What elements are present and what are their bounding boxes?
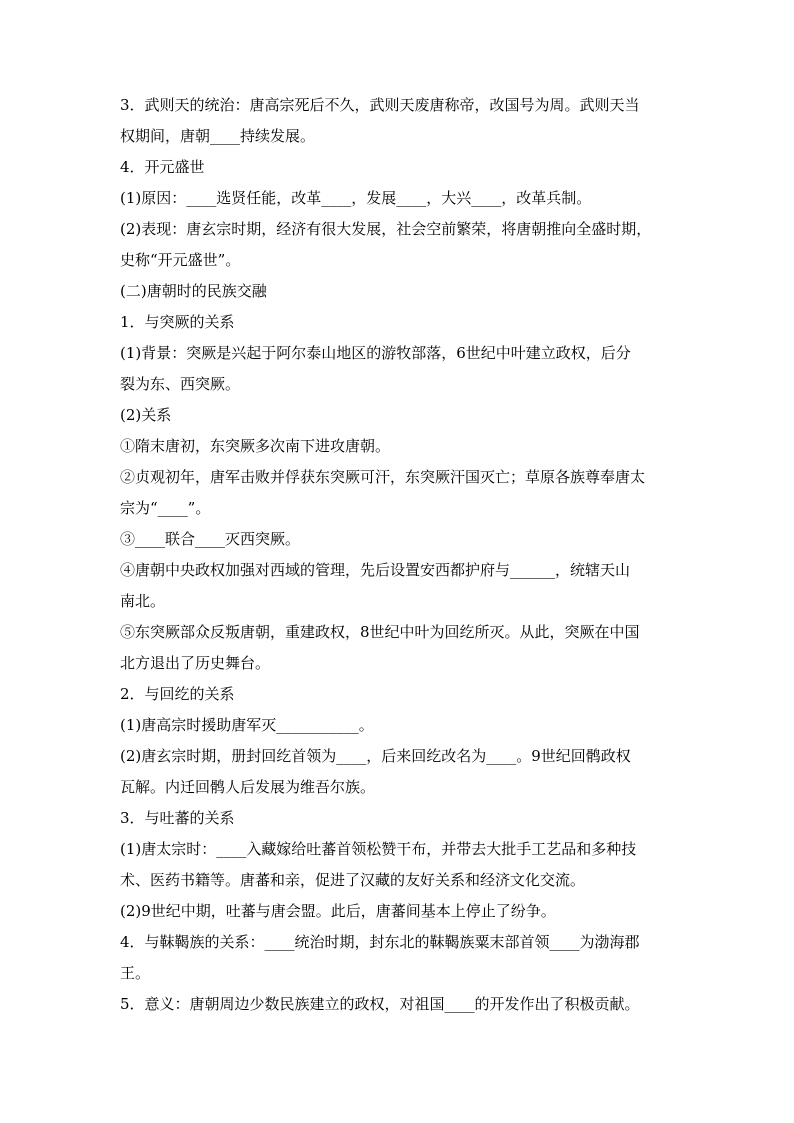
text-line: 北方退出了历史舞台。 — [120, 654, 271, 672]
text-line: ⑤东突厥部众反叛唐朝，重建政权，8世纪中叶为回纥所灭。从此，突厥在中国 — [120, 623, 640, 641]
text-line: 术、医药书籍等。唐蕃和亲，促进了汉藏的友好关系和经济文化交流。 — [120, 871, 586, 889]
section-heading: 3．与吐蕃的关系 — [120, 809, 235, 827]
text-line: (1)原因：____选贤任能，改革____，发展____，大兴____，改革兵制。 — [120, 189, 592, 207]
text-line: 宗为“____”。 — [120, 499, 211, 517]
section-heading: (二)唐朝时的民族交融 — [120, 282, 267, 300]
text-line: 南北。 — [120, 592, 166, 610]
text-line: (1)唐太宗时：____入藏嫁给吐蕃首领松赞干布，并带去大批手工艺品和多种技 — [120, 840, 637, 858]
text-line: 权期间，唐朝____持续发展。 — [120, 127, 316, 145]
text-line: 4．与靺鞨族的关系：____统治时期，封东北的靺鞨族粟末部首领____为渤海郡 — [120, 933, 640, 951]
text-line: (2)唐玄宗时期，册封回纥首领为____，后来回纥改名为____。9世纪回鹘政权 — [120, 747, 631, 765]
text-line: 瓦解。内迁回鹘人后发展为维吾尔族。 — [120, 778, 376, 796]
text-line: (1)唐高宗时援助唐军灭___________。 — [120, 716, 374, 734]
section-heading: 1．与突厥的关系 — [120, 313, 235, 331]
section-heading: 4．开元盛世 — [120, 158, 205, 176]
text-line: 3．武则天的统治：唐高宗死后不久，武则天废唐称帝，改国号为周。武则天当 — [120, 96, 640, 114]
text-line: 裂为东、西突厥。 — [120, 375, 241, 393]
text-line: ②贞观初年，唐军击败并俘获东突厥可汗，东突厥汗国灭亡；草原各族尊奉唐太 — [120, 468, 646, 486]
text-line: ③____联合____灭西突厥。 — [120, 530, 301, 548]
text-line: 5．意义：唐朝周边少数民族建立的政权，对祖国____的开发作出了积极贡献。 — [120, 995, 640, 1013]
section-heading: 2．与回纥的关系 — [120, 685, 235, 703]
text-line: (1)背景：突厥是兴起于阿尔泰山地区的游牧部落，6世纪中叶建立政权，后分 — [120, 344, 631, 362]
text-line: 史称“开元盛世”。 — [120, 251, 241, 269]
text-line: ④唐朝中央政权加强对西域的管理，先后设置安西都护府与______，统辖天山 — [120, 561, 631, 579]
text-line: (2)9世纪中期，吐蕃与唐会盟。此后，唐蕃间基本上停止了纷争。 — [120, 902, 556, 920]
text-line: 王。 — [120, 964, 151, 982]
document-page — [120, 90, 680, 1020]
text-line: (2)表现：唐玄宗时期，经济有很大发展，社会空前繁荣，将唐朝推向全盛时期， — [120, 220, 652, 238]
text-line: ①隋末唐初，东突厥多次南下进攻唐朝。 — [120, 437, 391, 455]
text-line: (2)关系 — [120, 406, 172, 424]
